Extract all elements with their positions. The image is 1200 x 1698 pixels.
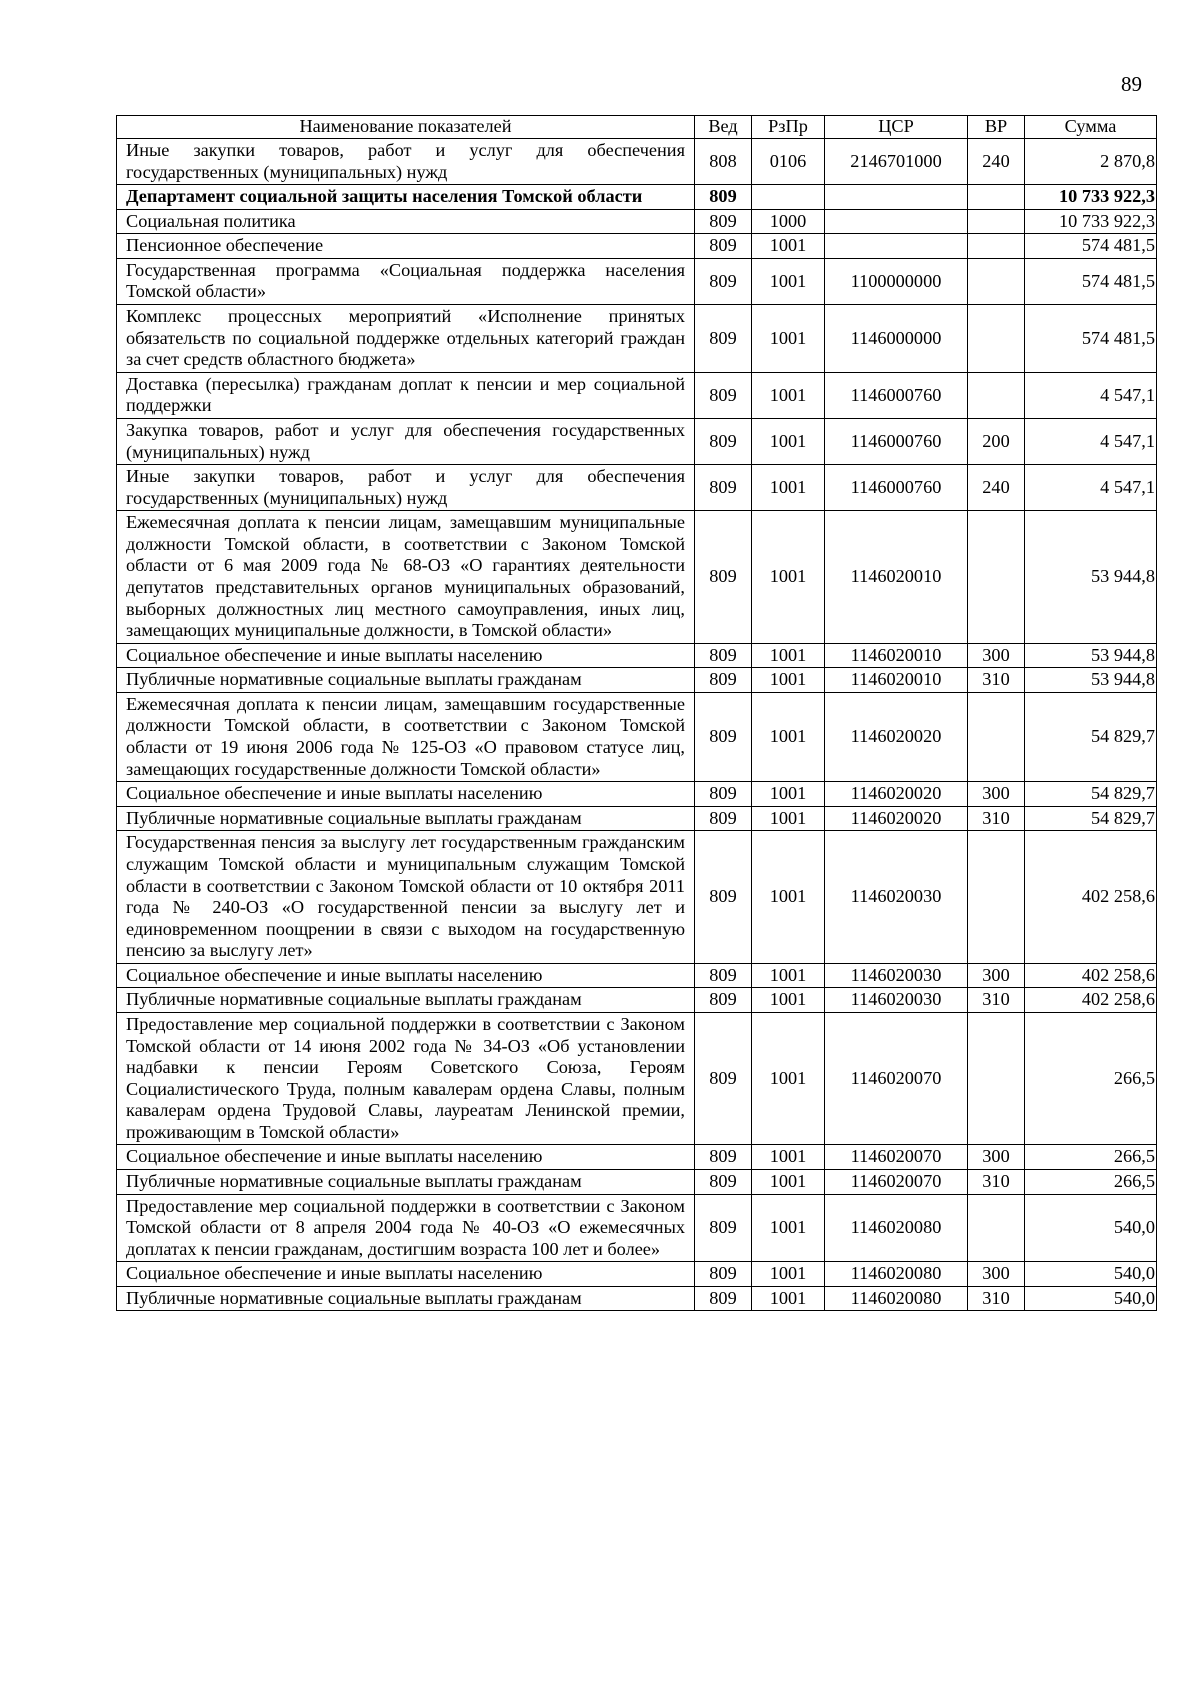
- row-name-cell: Доставка (пересылка) гражданам доплат к пенсии и мер социальной поддержки: [117, 372, 695, 418]
- row-csr-cell: 1146020080: [825, 1194, 968, 1262]
- row-rzpr-cell: 1001: [752, 692, 825, 781]
- row-vr-cell: [968, 831, 1025, 963]
- row-sum-cell: 2 870,8: [1025, 139, 1157, 185]
- row-vr-cell: 310: [968, 1286, 1025, 1311]
- row-sum-cell: 574 481,5: [1025, 305, 1157, 373]
- row-csr-cell: 1146020020: [825, 806, 968, 831]
- row-csr-cell: [825, 185, 968, 210]
- table-row: [117, 185, 1157, 210]
- row-ved-cell: 809: [695, 1012, 752, 1144]
- header-row: [117, 116, 1157, 139]
- row-name-cell: Иные закупки товаров, работ и услуг для обеспечения государственных (муниципальных) нужд: [117, 465, 695, 511]
- column-header-rzpr: РзПр: [752, 116, 825, 139]
- row-ved-cell: 809: [695, 782, 752, 807]
- row-csr-cell: 1146000760: [825, 372, 968, 418]
- row-vr-cell: [968, 1194, 1025, 1262]
- row-sum-cell: 53 944,8: [1025, 643, 1157, 668]
- row-ved-cell: 809: [695, 668, 752, 693]
- row-vr-cell: 240: [968, 465, 1025, 511]
- row-rzpr-cell: [752, 185, 825, 210]
- row-vr-cell: [968, 185, 1025, 210]
- row-name-cell: Публичные нормативные социальные выплаты гражданам: [117, 1170, 695, 1195]
- row-ved-cell: 809: [695, 1145, 752, 1170]
- row-sum-cell: 10 733 922,3: [1025, 209, 1157, 234]
- table-row: [117, 1262, 1157, 1287]
- row-ved-cell: 809: [695, 988, 752, 1013]
- row-csr-cell: 1146020070: [825, 1012, 968, 1144]
- row-sum-cell: 540,0: [1025, 1262, 1157, 1287]
- row-rzpr-cell: 1001: [752, 372, 825, 418]
- table-row: [117, 372, 1157, 418]
- row-vr-cell: 310: [968, 668, 1025, 693]
- row-sum-cell: 402 258,6: [1025, 963, 1157, 988]
- row-name-cell: Социальное обеспечение и иные выплаты населению: [117, 1145, 695, 1170]
- row-vr-cell: 300: [968, 963, 1025, 988]
- row-vr-cell: [968, 1012, 1025, 1144]
- row-name-cell: Государственная пенсия за выслугу лет государственным гражданским служащим Томской области и муниципальным служащим Томской области в соответствии с Законом Томской области от 10 октября 2011 года № 240-ОЗ «О государственной пенсии за выслугу лет и единовременном поощрении в связи с выходом на государственную пенсию за выслугу лет»: [117, 831, 695, 963]
- row-sum-cell: 4 547,1: [1025, 465, 1157, 511]
- table-row: [117, 1286, 1157, 1311]
- row-csr-cell: 1146020010: [825, 668, 968, 693]
- row-csr-cell: 1146020030: [825, 831, 968, 963]
- row-name-cell: Пенсионное обеспечение: [117, 234, 695, 259]
- row-name-cell: Социальное обеспечение и иные выплаты населению: [117, 963, 695, 988]
- row-csr-cell: 1146020030: [825, 988, 968, 1013]
- row-ved-cell: 809: [695, 258, 752, 304]
- row-rzpr-cell: 0106: [752, 139, 825, 185]
- row-vr-cell: [968, 372, 1025, 418]
- table-row: [117, 139, 1157, 185]
- table-row: [117, 418, 1157, 464]
- row-csr-cell: 1146020020: [825, 782, 968, 807]
- row-rzpr-cell: 1001: [752, 1262, 825, 1287]
- row-vr-cell: [968, 258, 1025, 304]
- row-rzpr-cell: 1001: [752, 305, 825, 373]
- row-ved-cell: 809: [695, 209, 752, 234]
- budget-table: [116, 115, 1157, 1311]
- row-name-cell: Публичные нормативные социальные выплаты гражданам: [117, 806, 695, 831]
- table-row: [117, 465, 1157, 511]
- row-rzpr-cell: 1001: [752, 511, 825, 643]
- row-ved-cell: 809: [695, 692, 752, 781]
- row-rzpr-cell: 1001: [752, 418, 825, 464]
- row-csr-cell: 1146000760: [825, 418, 968, 464]
- table-row: [117, 782, 1157, 807]
- column-header-vr: ВР: [968, 116, 1025, 139]
- table-row: [117, 831, 1157, 963]
- row-rzpr-cell: 1001: [752, 258, 825, 304]
- row-sum-cell: 402 258,6: [1025, 988, 1157, 1013]
- row-name-cell: Комплекс процессных мероприятий «Исполнение принятых обязательств по социальной поддержке отдельных категорий граждан за счет средств областного бюджета»: [117, 305, 695, 373]
- row-rzpr-cell: 1001: [752, 1012, 825, 1144]
- row-name-cell: Департамент социальной защиты населения Томской области: [117, 185, 695, 210]
- row-name-cell: Предоставление мер социальной поддержки в соответствии с Законом Томской области от 14 июня 2002 года № 34-ОЗ «Об установлении надбавки к пенсии Героям Советского Союза, Героям Социалистического Труда, полным кавалерам ордена Славы, полным кавалерам ордена Трудовой Славы, лауреатам Ленинской премии, проживающим в Томской области»: [117, 1012, 695, 1144]
- table-row: [117, 1012, 1157, 1144]
- row-sum-cell: 10 733 922,3: [1025, 185, 1157, 210]
- row-rzpr-cell: 1001: [752, 988, 825, 1013]
- column-header-sum: Сумма: [1025, 116, 1157, 139]
- row-vr-cell: [968, 511, 1025, 643]
- row-rzpr-cell: 1000: [752, 209, 825, 234]
- row-csr-cell: [825, 234, 968, 259]
- table-row: [117, 511, 1157, 643]
- row-ved-cell: 809: [695, 511, 752, 643]
- row-ved-cell: 809: [695, 234, 752, 259]
- row-rzpr-cell: 1001: [752, 1170, 825, 1195]
- table-body: [117, 139, 1157, 1311]
- row-vr-cell: [968, 234, 1025, 259]
- row-vr-cell: [968, 305, 1025, 373]
- row-csr-cell: 1146020010: [825, 511, 968, 643]
- table-row: [117, 988, 1157, 1013]
- row-sum-cell: 53 944,8: [1025, 511, 1157, 643]
- row-sum-cell: 53 944,8: [1025, 668, 1157, 693]
- table-row: [117, 668, 1157, 693]
- row-sum-cell: 574 481,5: [1025, 234, 1157, 259]
- table-row: [117, 1194, 1157, 1262]
- table-row: [117, 692, 1157, 781]
- row-ved-cell: 809: [695, 806, 752, 831]
- table-row: [117, 305, 1157, 373]
- row-vr-cell: 300: [968, 782, 1025, 807]
- row-vr-cell: 310: [968, 806, 1025, 831]
- row-name-cell: Ежемесячная доплата к пенсии лицам, замещавшим государственные должности Томской области, в соответствии с Законом Томской области от 19 июня 2006 года № 125-ОЗ «О правовом статусе лиц, замещающих государственные должности Томской области»: [117, 692, 695, 781]
- row-ved-cell: 809: [695, 305, 752, 373]
- row-csr-cell: 1146020080: [825, 1286, 968, 1311]
- row-vr-cell: 310: [968, 1170, 1025, 1195]
- row-sum-cell: 266,5: [1025, 1012, 1157, 1144]
- row-csr-cell: 1146020020: [825, 692, 968, 781]
- row-ved-cell: 809: [695, 418, 752, 464]
- row-ved-cell: 809: [695, 1170, 752, 1195]
- row-csr-cell: 1146020010: [825, 643, 968, 668]
- column-header-ved: Вед: [695, 116, 752, 139]
- table-row: [117, 1170, 1157, 1195]
- row-ved-cell: 809: [695, 185, 752, 210]
- table-row: [117, 1145, 1157, 1170]
- row-ved-cell: 809: [695, 643, 752, 668]
- row-name-cell: Закупка товаров, работ и услуг для обеспечения государственных (муниципальных) нужд: [117, 418, 695, 464]
- row-rzpr-cell: 1001: [752, 234, 825, 259]
- table-row: [117, 234, 1157, 259]
- table-row: [117, 643, 1157, 668]
- row-vr-cell: [968, 692, 1025, 781]
- row-ved-cell: 809: [695, 1194, 752, 1262]
- row-rzpr-cell: 1001: [752, 668, 825, 693]
- table-row: [117, 258, 1157, 304]
- row-name-cell: Государственная программа «Социальная поддержка населения Томской области»: [117, 258, 695, 304]
- table-row: [117, 806, 1157, 831]
- row-rzpr-cell: 1001: [752, 643, 825, 668]
- row-rzpr-cell: 1001: [752, 1286, 825, 1311]
- column-header-csr: ЦСР: [825, 116, 968, 139]
- row-name-cell: Иные закупки товаров, работ и услуг для обеспечения государственных (муниципальных) нужд: [117, 139, 695, 185]
- table-row: [117, 963, 1157, 988]
- row-name-cell: Публичные нормативные социальные выплаты гражданам: [117, 1286, 695, 1311]
- row-sum-cell: 402 258,6: [1025, 831, 1157, 963]
- row-csr-cell: 1146000760: [825, 465, 968, 511]
- row-name-cell: Публичные нормативные социальные выплаты гражданам: [117, 668, 695, 693]
- row-name-cell: Публичные нормативные социальные выплаты гражданам: [117, 988, 695, 1013]
- row-csr-cell: 2146701000: [825, 139, 968, 185]
- row-rzpr-cell: 1001: [752, 1145, 825, 1170]
- row-sum-cell: 54 829,7: [1025, 692, 1157, 781]
- row-name-cell: Социальное обеспечение и иные выплаты населению: [117, 1262, 695, 1287]
- row-name-cell: Ежемесячная доплата к пенсии лицам, замещавшим муниципальные должности Томской области, в соответствии с Законом Томской области от 6 мая 2009 года № 68-ОЗ «О гарантиях деятельности депутатов представительных органов муниципальных образований, выборных должностных лиц местного самоуправления, иных лиц, замещающих муниципальные должности, в Томской области»: [117, 511, 695, 643]
- row-ved-cell: 809: [695, 831, 752, 963]
- row-name-cell: Социальная политика: [117, 209, 695, 234]
- row-csr-cell: 1146020080: [825, 1262, 968, 1287]
- row-vr-cell: 300: [968, 1145, 1025, 1170]
- row-ved-cell: 808: [695, 139, 752, 185]
- table-header: [117, 116, 1157, 139]
- row-vr-cell: 300: [968, 643, 1025, 668]
- row-sum-cell: 540,0: [1025, 1286, 1157, 1311]
- row-csr-cell: 1146020070: [825, 1170, 968, 1195]
- row-vr-cell: 310: [968, 988, 1025, 1013]
- page-number: 89: [1121, 72, 1142, 96]
- row-vr-cell: 200: [968, 418, 1025, 464]
- table-row: [117, 209, 1157, 234]
- row-sum-cell: 266,5: [1025, 1145, 1157, 1170]
- row-csr-cell: 1146000000: [825, 305, 968, 373]
- row-sum-cell: 4 547,1: [1025, 372, 1157, 418]
- row-vr-cell: [968, 209, 1025, 234]
- row-rzpr-cell: 1001: [752, 806, 825, 831]
- row-sum-cell: 266,5: [1025, 1170, 1157, 1195]
- row-ved-cell: 809: [695, 1262, 752, 1287]
- row-sum-cell: 54 829,7: [1025, 782, 1157, 807]
- row-rzpr-cell: 1001: [752, 1194, 825, 1262]
- row-csr-cell: [825, 209, 968, 234]
- row-csr-cell: 1100000000: [825, 258, 968, 304]
- row-vr-cell: 300: [968, 1262, 1025, 1287]
- row-rzpr-cell: 1001: [752, 782, 825, 807]
- row-rzpr-cell: 1001: [752, 465, 825, 511]
- row-sum-cell: 574 481,5: [1025, 258, 1157, 304]
- row-csr-cell: 1146020030: [825, 963, 968, 988]
- row-ved-cell: 809: [695, 963, 752, 988]
- row-name-cell: Социальное обеспечение и иные выплаты населению: [117, 782, 695, 807]
- row-ved-cell: 809: [695, 1286, 752, 1311]
- column-header-name: Наименование показателей: [117, 116, 695, 139]
- row-ved-cell: 809: [695, 372, 752, 418]
- row-name-cell: Социальное обеспечение и иные выплаты населению: [117, 643, 695, 668]
- row-name-cell: Предоставление мер социальной поддержки в соответствии с Законом Томской области от 8 апреля 2004 года № 40-ОЗ «О ежемесячных доплатах к пенсии гражданам, достигшим возраста 100 лет и более»: [117, 1194, 695, 1262]
- row-rzpr-cell: 1001: [752, 963, 825, 988]
- row-rzpr-cell: 1001: [752, 831, 825, 963]
- row-csr-cell: 1146020070: [825, 1145, 968, 1170]
- row-sum-cell: 4 547,1: [1025, 418, 1157, 464]
- row-ved-cell: 809: [695, 465, 752, 511]
- row-sum-cell: 540,0: [1025, 1194, 1157, 1262]
- row-sum-cell: 54 829,7: [1025, 806, 1157, 831]
- row-vr-cell: 240: [968, 139, 1025, 185]
